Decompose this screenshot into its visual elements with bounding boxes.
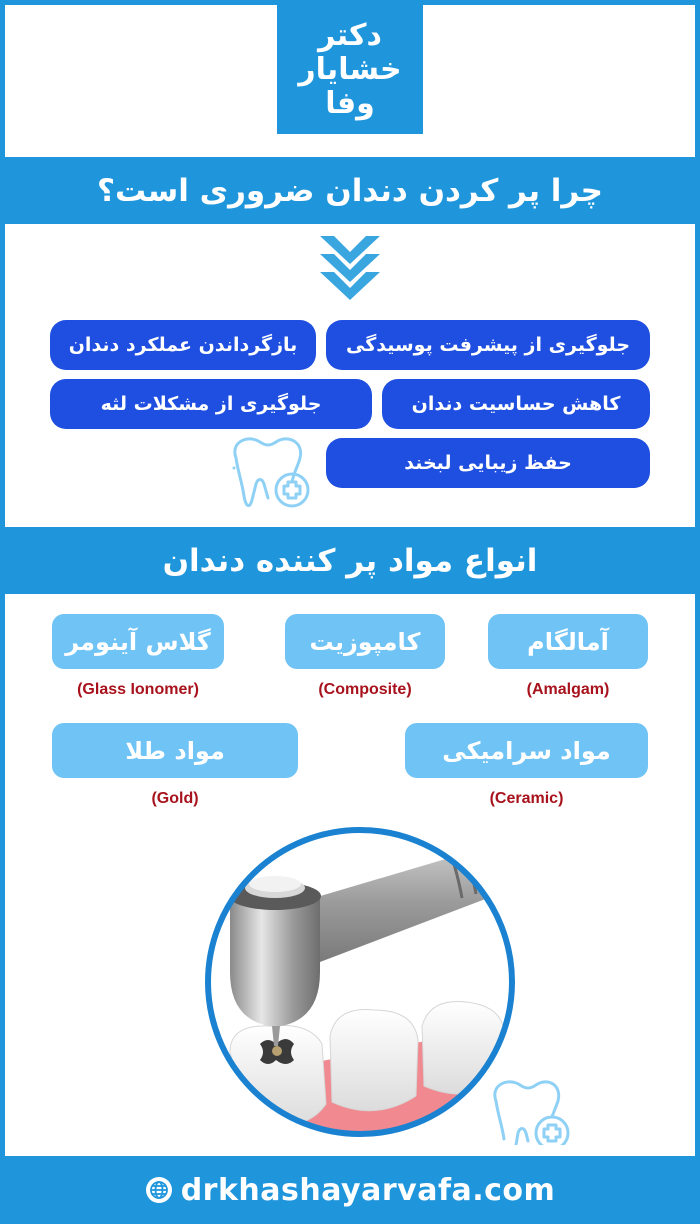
material-gold xyxy=(52,723,298,808)
material-label-en: (Composite) xyxy=(318,681,412,698)
brand-logo xyxy=(277,5,423,134)
section-title-why: چرا پر کردن دندان ضروری است؟ xyxy=(96,172,604,209)
material-label-en: (Ceramic) xyxy=(489,790,564,807)
chevron-down-icon xyxy=(318,232,382,304)
benefit-pill: حفظ زیبایی لبخند xyxy=(326,438,650,488)
material-composite xyxy=(285,614,445,699)
material-label-fa: مواد سرامیکی xyxy=(405,723,648,778)
material-ceramic xyxy=(405,723,648,808)
benefit-pill: جلوگیری از مشکلات لثه xyxy=(50,379,372,429)
benefits-list xyxy=(50,320,650,497)
tooth-plus-icon xyxy=(482,1075,572,1145)
material-label-fa: کامپوزیت xyxy=(285,614,445,669)
material-label-en: (Amalgam) xyxy=(526,681,610,698)
benefits-row xyxy=(50,438,650,488)
logo-line-3: وفا xyxy=(325,85,375,121)
benefit-pill: کاهش حساسیت دندان xyxy=(382,379,650,429)
material-label-fa: گلاس آینومر xyxy=(52,614,224,669)
material-label-fa: آمالگام xyxy=(488,614,648,669)
website-url[interactable]: drkhashayarvafa.com xyxy=(180,1172,556,1208)
section-banner-materials xyxy=(0,527,700,594)
material-label-en: (Gold) xyxy=(151,790,199,807)
footer-bar xyxy=(0,1160,700,1220)
logo-line-1: دکتر xyxy=(318,17,382,53)
globe-icon xyxy=(145,1176,173,1204)
section-banner-why xyxy=(0,157,700,224)
tooth-plus-icon xyxy=(222,432,318,512)
material-label-en: (Glass Ionomer) xyxy=(77,681,199,698)
benefits-row xyxy=(50,320,650,370)
benefits-row xyxy=(50,379,650,429)
benefit-pill: جلوگیری از پیشرفت پوسیدگی xyxy=(326,320,650,370)
benefit-pill: بازگرداندن عملکرد دندان xyxy=(50,320,316,370)
material-label-fa: مواد طلا xyxy=(52,723,298,778)
section-title-materials: انواع مواد پر کننده دندان xyxy=(162,542,538,579)
material-glass-ionomer xyxy=(52,614,224,699)
material-amalgam xyxy=(488,614,648,699)
dental-drill-illustration xyxy=(190,822,530,1140)
logo-line-2: خشایار xyxy=(298,51,402,87)
